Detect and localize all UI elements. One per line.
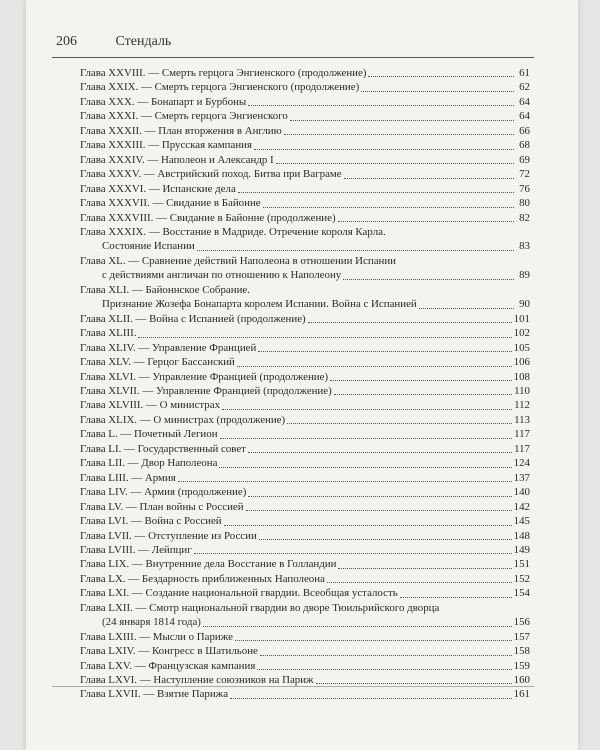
dot-leader	[230, 698, 512, 699]
toc-entry-title: Глава XXXI. — Смерть герцога Энгиенского	[80, 110, 288, 123]
toc-entry-title: Глава LXI. — Создание национальной гвардии. Всеобщая усталость	[80, 587, 398, 600]
toc-entry-title: Глава XXXV. — Австрийский поход. Битва при Ваграме	[80, 168, 342, 181]
dot-leader	[400, 597, 512, 598]
toc-page-number: 156	[513, 616, 530, 629]
dot-leader	[138, 337, 511, 338]
toc-entry-title: с действиями англичан по отношению к Наполеону	[102, 269, 342, 282]
toc-entry	[80, 124, 530, 138]
toc-entry-title: Глава XXXII. — План вторжения в Англию	[80, 124, 282, 137]
toc-page-number: 117	[514, 428, 530, 441]
toc-entry	[80, 485, 530, 499]
toc-entry-title: Глава XLIX. — О министрах (продолжение)	[80, 413, 286, 426]
toc-entry	[80, 109, 530, 123]
toc-page-number: 137	[513, 471, 530, 484]
toc-entry	[80, 500, 530, 514]
toc-entry-title: Глава XLIV. — Управление Францией	[80, 341, 257, 354]
toc-entry-line: Глава LXII. — Смотр национальной гвардии во дворе Тюильрийского дворца	[80, 601, 440, 614]
toc-entry	[80, 95, 530, 109]
toc-entry-title: Глава XXXIV. — Наполеон и Александр I	[80, 153, 274, 166]
toc-entry-title: Глава XLVIII. — О министрах	[80, 399, 221, 412]
toc-entry	[80, 167, 530, 181]
dot-leader	[248, 105, 514, 106]
toc-entry	[80, 529, 530, 543]
toc-entry-title: Глава LVI. — Война с Россией	[80, 515, 222, 528]
toc-page-number: 69	[519, 153, 530, 166]
toc-entry	[80, 268, 530, 282]
toc-entry-title: Глава XXXVI. — Испанские дела	[80, 182, 236, 195]
running-title: Стендаль	[115, 34, 172, 49]
dot-leader	[338, 568, 511, 569]
toc-entry	[80, 66, 530, 80]
toc-page-number: 106	[513, 356, 530, 369]
dot-leader	[248, 452, 512, 453]
toc-page-number: 159	[513, 659, 530, 672]
toc-page-number: 157	[513, 630, 530, 643]
toc-entry-title: Глава LIV. — Армия (продолжение)	[80, 486, 247, 499]
toc-entry-title: Глава XXX. — Бонапарт и Бурбоны	[80, 95, 247, 108]
toc-page-number: 151	[513, 558, 530, 571]
toc-page-number: 142	[513, 500, 530, 513]
toc-entry	[80, 370, 530, 384]
dot-leader	[178, 481, 512, 482]
dot-leader	[330, 380, 512, 381]
dot-leader	[235, 640, 512, 641]
table-of-contents	[80, 66, 530, 702]
toc-entry-title: Глава XXXVII. — Свидание в Байонне	[80, 197, 261, 210]
toc-entry	[80, 659, 530, 673]
toc-entry	[80, 312, 530, 326]
dot-leader	[287, 423, 512, 424]
toc-entry-title: Глава LXVII. — Взятие Парижа	[80, 688, 229, 701]
dot-leader	[238, 192, 514, 193]
dot-leader	[254, 149, 514, 150]
toc-entry	[80, 471, 530, 485]
dot-leader	[334, 394, 512, 395]
toc-entry	[80, 341, 530, 355]
dot-leader	[197, 250, 514, 251]
toc-entry-title: Глава LV. — План войны с Россией	[80, 500, 244, 513]
toc-entry-title: Глава LXV. — Французская кампания	[80, 659, 256, 672]
toc-page-number: 72	[519, 168, 530, 181]
toc-page-number: 64	[519, 95, 530, 108]
toc-entry	[80, 138, 530, 152]
toc-entry-title: Глава L. — Почетный Легион	[80, 428, 218, 441]
toc-page-number: 68	[519, 139, 530, 152]
toc-entry	[80, 514, 530, 528]
toc-entry	[80, 326, 530, 340]
toc-entry	[80, 196, 530, 210]
toc-entry	[80, 355, 530, 369]
dot-leader	[361, 91, 514, 92]
toc-page-number: 140	[513, 486, 530, 499]
toc-page-number: 102	[513, 327, 530, 340]
toc-page-number: 82	[519, 211, 530, 224]
toc-page-number: 89	[519, 269, 530, 282]
toc-entry-title: Признание Жозефа Бонапарта королем Испании. Война с Испанией	[102, 298, 417, 311]
dot-leader	[219, 467, 511, 468]
dot-leader	[224, 525, 512, 526]
dot-leader	[327, 582, 512, 583]
footer-rule	[52, 686, 534, 687]
toc-entry-title: Глава LIII. — Армия	[80, 471, 176, 484]
dot-leader	[338, 221, 514, 222]
toc-page-number: 161	[513, 688, 530, 701]
toc-entry	[80, 572, 530, 586]
toc-entry-title: Глава LXIII. — Мысли о Париже	[80, 630, 233, 643]
toc-page-number: 105	[513, 341, 530, 354]
toc-entry-title: Глава LXIV. — Конгресс в Шатильоне	[80, 645, 258, 658]
toc-page-number: 149	[513, 543, 530, 556]
running-header	[56, 34, 536, 50]
dot-leader	[290, 120, 514, 121]
toc-page-number: 148	[513, 529, 530, 542]
toc-page-number: 145	[513, 515, 530, 528]
toc-entry	[80, 182, 530, 196]
toc-entry-title: Глава XXXIII. — Прусская кампания	[80, 139, 252, 152]
toc-entry-line: Глава XXXIX. — Восстание в Мадриде. Отречение короля Карла.	[80, 225, 386, 238]
dot-leader	[260, 655, 512, 656]
toc-entry-line: Глава XLI. — Байоннское Собрание.	[80, 283, 250, 296]
toc-entry-title: Глава XXXVIII. — Свидание в Байонне (продолжение)	[80, 211, 336, 224]
toc-entry-title: Глава XLII. — Война с Испанией (продолжение)	[80, 312, 306, 325]
toc-entry	[80, 687, 530, 701]
toc-entry-title: Глава XLVI. — Управление Францией (продолжение)	[80, 370, 329, 383]
dot-leader	[237, 366, 512, 367]
dot-leader	[263, 207, 514, 208]
toc-page-number: 80	[519, 197, 530, 210]
dot-leader	[194, 553, 512, 554]
toc-entry	[80, 427, 530, 441]
toc-page-number: 112	[514, 399, 530, 412]
dot-leader	[248, 496, 511, 497]
toc-page-number: 108	[513, 370, 530, 383]
toc-entry-title: Глава LXVI. — Наступление союзников на Париж	[80, 674, 314, 687]
toc-entry-line: Глава XL. — Сравнение действий Наполеона в отношении Испании	[80, 254, 397, 267]
page-number: 206	[56, 34, 77, 49]
toc-page-number: 66	[519, 124, 530, 137]
dot-leader	[344, 178, 514, 179]
toc-entry	[80, 384, 530, 398]
toc-page-number: 62	[519, 81, 530, 94]
dot-leader	[276, 163, 514, 164]
toc-entry-title: Состояние Испании	[102, 240, 195, 253]
dot-leader	[258, 351, 511, 352]
toc-entry-title: Глава XLVII. — Управление Францией (продолжение)	[80, 384, 332, 397]
toc-page-number: 110	[514, 384, 530, 397]
toc-entry	[80, 615, 530, 629]
toc-entry-title: Глава XXIX. — Смерть герцога Энгиенского (продолжение)	[80, 81, 360, 94]
toc-entry-title: Глава XLV. — Герцог Бассанский	[80, 356, 235, 369]
toc-entry	[80, 456, 530, 470]
toc-entry	[80, 557, 530, 571]
toc-entry-title: Глава LI. — Государственный совет	[80, 442, 246, 455]
dot-leader	[419, 308, 514, 309]
toc-page-number: 61	[519, 67, 530, 79]
toc-page-number: 113	[514, 413, 530, 426]
dot-leader	[257, 669, 511, 670]
toc-entry-title: Глава XLIII.	[80, 327, 137, 340]
toc-page-number: 76	[519, 182, 530, 195]
toc-page-number: 124	[513, 457, 530, 470]
dot-leader	[246, 510, 512, 511]
toc-entry	[80, 153, 530, 167]
toc-entry-title: Глава XXVIII. — Смерть герцога Энгиенского (продолжение)	[80, 67, 367, 79]
dot-leader	[203, 626, 512, 627]
toc-entry	[80, 413, 530, 427]
toc-page-number: 158	[513, 645, 530, 658]
toc-entry-title: (24 января 1814 года)	[102, 616, 201, 629]
toc-page-number: 117	[514, 442, 530, 455]
toc-entry-title: Глава LVII. — Отступление из России	[80, 529, 257, 542]
dot-leader	[259, 539, 512, 540]
toc-entry	[80, 644, 530, 658]
toc-entry-title: Глава LX. — Бездарность приближенных Наполеона	[80, 572, 325, 585]
dot-leader	[222, 409, 512, 410]
dot-leader	[316, 683, 512, 684]
dot-leader	[368, 76, 514, 77]
toc-page-number: 83	[519, 240, 530, 253]
toc-entry-title: Глава LVIII. — Лейпциг	[80, 543, 192, 556]
toc-entry	[80, 211, 530, 225]
toc-page-number: 152	[513, 572, 530, 585]
toc-entry	[80, 398, 530, 412]
toc-entry	[80, 586, 530, 600]
header-rule	[52, 57, 534, 58]
toc-entry	[80, 442, 530, 456]
toc-entry	[80, 239, 530, 253]
toc-page-number: 160	[513, 674, 530, 687]
toc-entry	[80, 543, 530, 557]
toc-page-number: 90	[519, 298, 530, 311]
toc-entry	[80, 80, 530, 94]
toc-entry-title: Глава LII. — Двор Наполеона	[80, 457, 218, 470]
toc-page-number: 154	[513, 587, 530, 600]
toc-entry-title: Глава LIX. — Внутренние дела Восстание в Голландии	[80, 558, 337, 571]
dot-leader	[343, 279, 514, 280]
book-page	[26, 0, 578, 750]
toc-entry	[80, 630, 530, 644]
dot-leader	[220, 438, 513, 439]
toc-page-number: 64	[519, 110, 530, 123]
dot-leader	[308, 322, 512, 323]
toc-page-number: 101	[513, 312, 530, 325]
dot-leader	[284, 134, 514, 135]
toc-entry	[80, 297, 530, 311]
